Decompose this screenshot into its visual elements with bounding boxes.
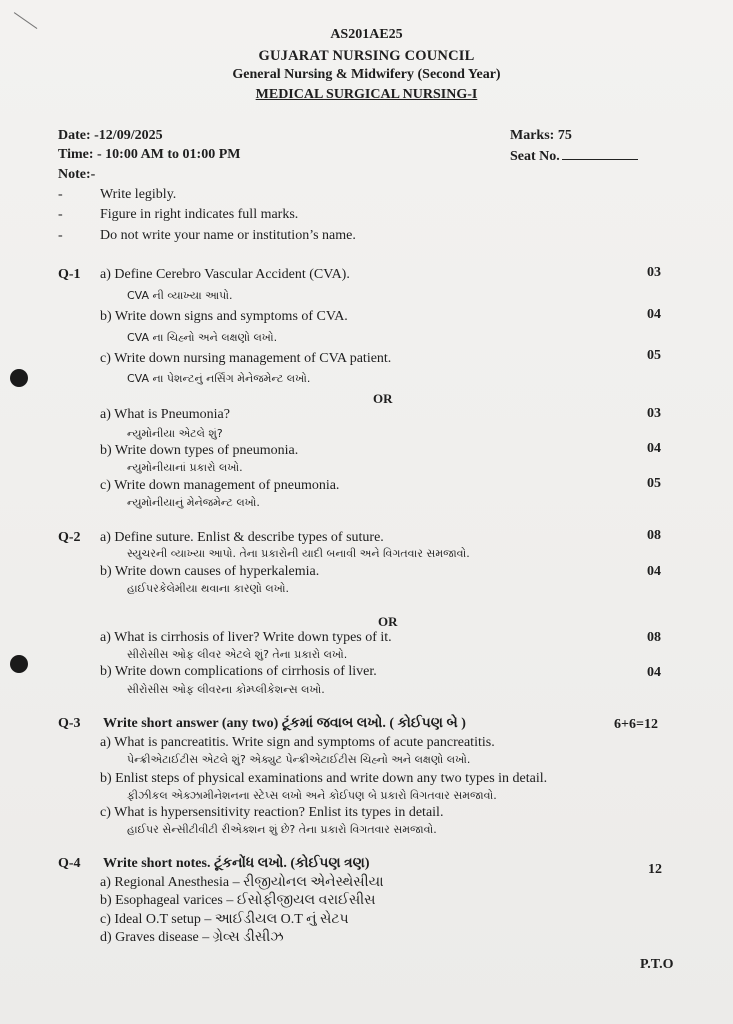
note-bullet: -: [58, 228, 63, 243]
question-number: Q-1: [58, 267, 81, 282]
or-separator: OR: [378, 614, 398, 629]
question-translation: ફીઝીકલ એક્ઝામીનેશનના સ્ટેપ્સ લખો અને કોઈપણ બે પ્રકારો વિગતવાર સમજાવો.: [127, 789, 497, 802]
question-marks: 6+6=12: [614, 717, 658, 732]
question-marks: 04: [647, 665, 661, 680]
question-number: Q-4: [58, 856, 81, 871]
question-text: a) Define Cerebro Vascular Accident (CVA).: [100, 267, 350, 282]
question-translation: ન્યુમોનીયાનાં પ્રકારો લખો.: [127, 461, 243, 474]
question-number: Q-3: [58, 716, 81, 731]
punch-hole-top: [10, 369, 28, 387]
seat-number: [510, 147, 638, 165]
question-text: b) Write down signs and symptoms of CVA.: [100, 309, 348, 324]
seat-label: Seat No.: [510, 149, 560, 164]
question-text: c) Write down nursing management of CVA patient.: [100, 351, 392, 366]
question-text: c) What is hypersensitivity reaction? Enlist its types in detail.: [100, 805, 444, 820]
question-text: b) Write down causes of hyperkalemia.: [100, 564, 320, 579]
question-text: b) Write down types of pneumonia.: [100, 443, 299, 458]
note-item: Figure in right indicates full marks.: [100, 207, 299, 222]
exam-date: Date: -12/09/2025: [58, 128, 163, 143]
note-item: Do not write your name or institution’s name.: [100, 228, 356, 243]
question-translation: ન્યુમોનીયા એટલે શું?: [127, 427, 223, 440]
note-label: Note:-: [58, 167, 96, 182]
question-translation: સ્યુચરની વ્યાખ્યા આપો. તેના પ્રકારોની યાદી બનાવી અને વિગતવાર સમજાવો.: [127, 547, 470, 560]
or-separator: OR: [373, 391, 393, 406]
question-translation: હાઈપરકેલેમીયા થવાના કારણો લખો.: [127, 582, 289, 595]
course-name: General Nursing & Midwifery (Second Year): [232, 67, 501, 82]
note-item: Write legibly.: [100, 187, 177, 202]
paper-code: AS201AE25: [330, 27, 403, 42]
seat-blank: [562, 147, 638, 160]
question-translation: સીરોસીસ ઓફ લીવરના કોમ્પ્લીકેશન્સ લખો.: [127, 683, 325, 696]
question-text: b) Enlist steps of physical examinations and write down any two types in detail.: [100, 771, 548, 786]
question-translation: ન્યુમોનીયાનું મેનેજમેન્ટ લખો.: [127, 496, 260, 509]
exam-time: Time: - 10:00 AM to 01:00 PM: [58, 147, 241, 162]
question-translation: પેન્ક્રીએટાઈટીસ એટલે શું? એક્યુટ પેન્ક્રીએટાઈટીસ ચિહ્નો અને લક્ષણો લખો.: [127, 753, 471, 766]
question-number: Q-2: [58, 530, 81, 545]
question-marks: 12: [648, 862, 662, 877]
question-marks: 05: [647, 348, 661, 363]
page-turn-note: P.T.O: [640, 957, 674, 972]
question-marks: 03: [647, 406, 661, 421]
question-marks: 05: [647, 476, 661, 491]
question-marks: 04: [647, 441, 661, 456]
question-text: a) Define suture. Enlist & describe types of suture.: [100, 530, 384, 545]
question-marks: 08: [647, 528, 661, 543]
question-marks: 08: [647, 630, 661, 645]
short-note-item: a) Regional Anesthesia – રીજીયોનલ એનેસ્થેસીયા: [100, 875, 384, 890]
question-translation: CVA ની વ્યાખ્યા આપો.: [127, 289, 233, 302]
question-marks: 03: [647, 265, 661, 280]
question-translation: સીરોસીસ ઓફ લીવર એટલે શું? તેના પ્રકારો લખો.: [127, 648, 348, 661]
total-marks: Marks: 75: [510, 128, 572, 143]
council-name: GUJARAT NURSING COUNCIL: [258, 48, 475, 64]
short-note-item: c) Ideal O.T setup – આઈડીયલ O.T નું સેટપ: [100, 912, 349, 927]
short-note-item: d) Graves disease – ગ્રેવ્સ ડીસીઝ: [100, 930, 284, 945]
question-translation: CVA ના પેશન્ટનું નર્સિંગ મેનેજમેન્ટ લખો.: [127, 372, 311, 385]
question-text: b) Write down complications of cirrhosis of liver.: [100, 664, 377, 679]
question-text: a) What is pancreatitis. Write sign and symptoms of acute pancreatitis.: [100, 735, 495, 750]
question-text: a) What is Pneumonia?: [100, 407, 230, 422]
question-translation: હાઈપર સેન્સીટીવીટી રીએક્શન શું છે? તેના પ્રકારો વિગતવાર સમજાવો.: [127, 823, 437, 836]
question-heading: Write short notes. ટૂંકનોંધ લખો. (કોઈપણ ત્રણ): [103, 856, 370, 871]
short-note-item: b) Esophageal varices – ઈસોફીજીયલ વરાઈસીસ: [100, 893, 376, 908]
note-bullet: -: [58, 207, 63, 222]
question-heading: Write short answer (any two) ટૂંકમાં જવાબ લખો. ( કોઈપણ બે ): [103, 716, 466, 731]
subject-title: MEDICAL SURGICAL NURSING-I: [255, 87, 478, 102]
question-marks: 04: [647, 564, 661, 579]
question-text: a) What is cirrhosis of liver? Write down types of it.: [100, 630, 392, 645]
question-text: c) Write down management of pneumonia.: [100, 478, 340, 493]
question-translation: CVA ના ચિહ્નો અને લક્ષણો લખો.: [127, 331, 278, 344]
note-bullet: -: [58, 187, 63, 202]
punch-hole-bottom: [10, 655, 28, 673]
question-marks: 04: [647, 307, 661, 322]
